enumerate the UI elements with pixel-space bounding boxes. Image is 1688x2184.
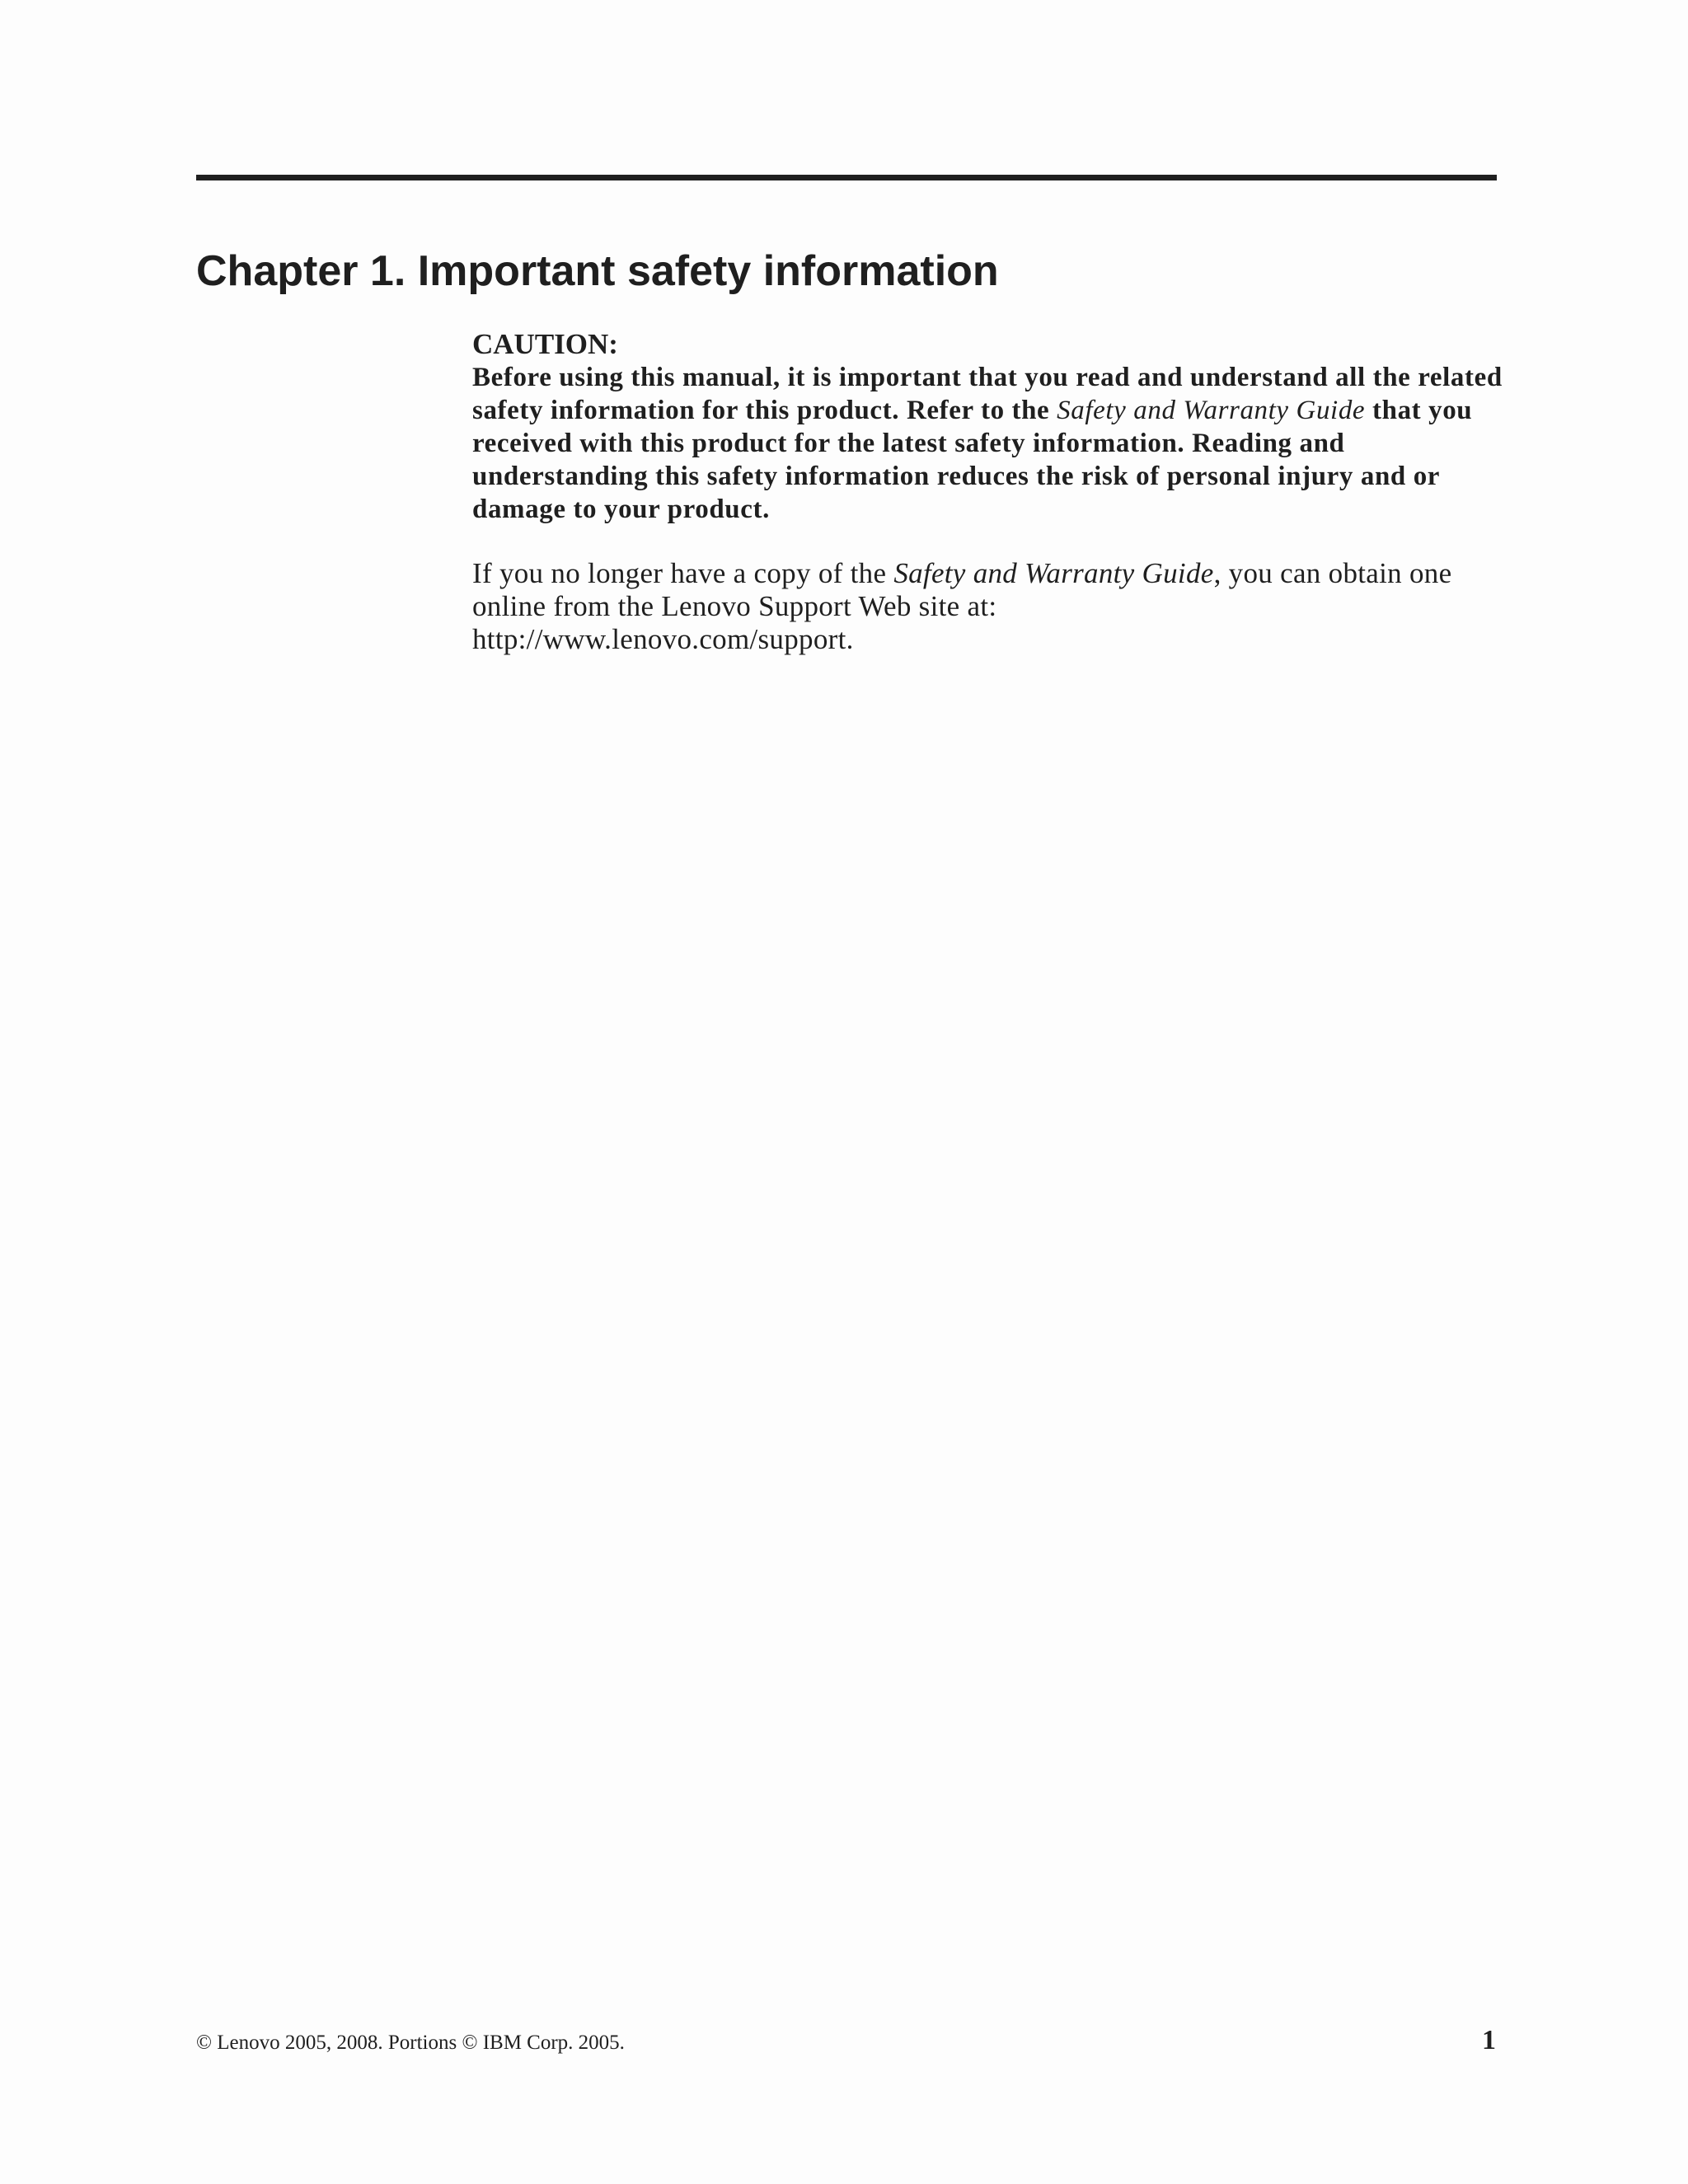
caution-label: CAUTION: [472, 328, 618, 360]
chapter-content [472, 328, 1503, 656]
support-paragraph [472, 557, 1503, 656]
caution-text-part1: Before using this manual, it is important that you read and understand all the related safety information for this product. Refer to the [472, 363, 1503, 425]
support-text-part2: , you can obtain one online from the Lenovo Support Web site at: [472, 557, 1452, 622]
support-guide-title: Safety and Warranty Guide [893, 557, 1214, 589]
footer-copyright: © Lenovo 2005, 2008. Portions © IBM Corp. 2005. [196, 2032, 625, 2054]
page-number: 1 [1482, 2025, 1496, 2055]
support-url: http://www.lenovo.com/support. [472, 623, 854, 655]
chapter-rule [196, 175, 1497, 180]
caution-text-part2: that you received with this product for the latest safety information. Reading and understanding this safety information reduces the risk of personal injury and or damage to your product. [472, 396, 1473, 524]
support-text-part1: If you no longer have a copy of the [472, 557, 894, 589]
chapter-title: Chapter 1. Important safety information [196, 247, 999, 295]
caution-guide-title: Safety and Warranty Guide [1057, 396, 1366, 425]
caution-text [472, 361, 1503, 526]
